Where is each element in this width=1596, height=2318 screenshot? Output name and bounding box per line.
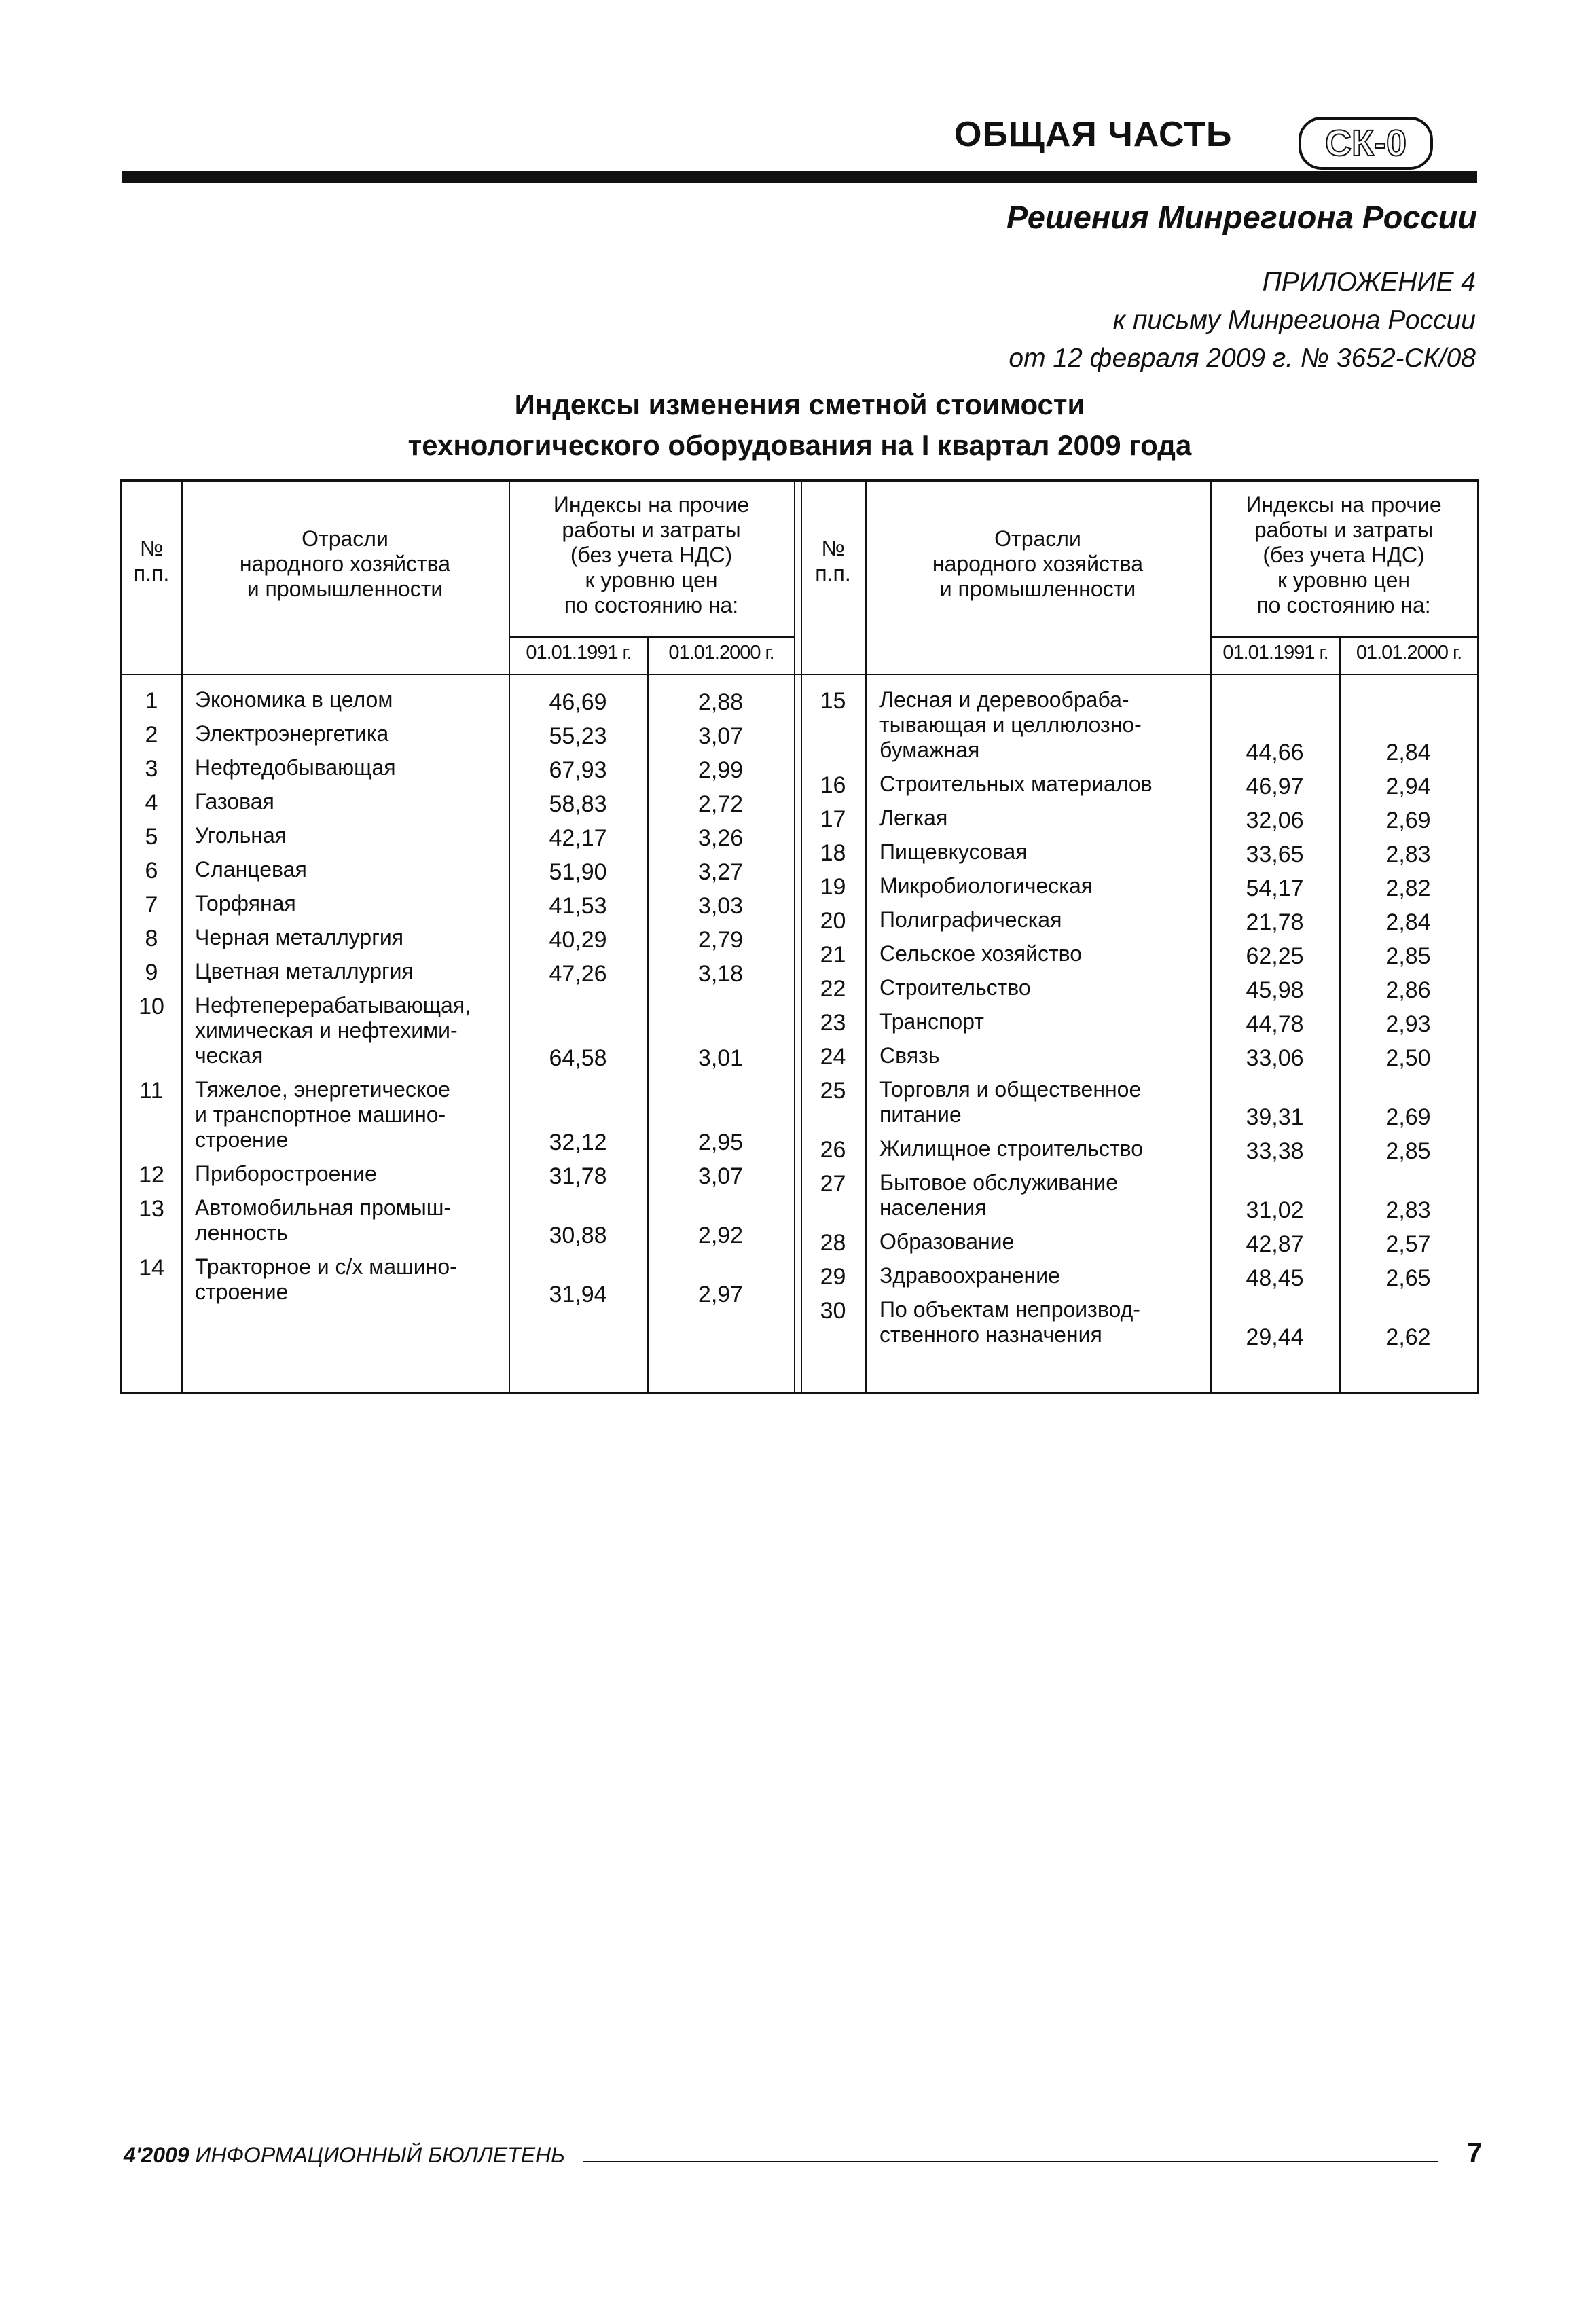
grid-line [122,674,1477,675]
title-line-2: технологического оборудования на I квартал 2009 года [407,429,1192,461]
header-date-2000: 01.01.2000 г. [668,642,774,664]
grid-line [181,482,183,1392]
row-number: 30 [820,1298,846,1324]
row-industry: Тяжелое, энергетическое [195,1077,450,1102]
row-index-2000: 2,85 [1385,943,1431,969]
row-number: 9 [145,960,158,985]
row-index-2000: 2,83 [1385,1197,1431,1223]
row-industry: Черная металлургия [195,925,404,949]
row-industry: питание [879,1102,962,1127]
row-index-2000: 2,83 [1385,841,1431,867]
row-industry: Приборостроение [195,1161,377,1186]
row-industry: строение [195,1127,289,1152]
row-index-2000: 2,62 [1385,1324,1431,1350]
row-index-1991: 31,02 [1246,1197,1304,1223]
row-index-2000: 2,65 [1385,1265,1431,1291]
row-number: 22 [820,976,846,1002]
header-date-1991: 01.01.1991 г. [1222,642,1328,664]
row-index-2000: 2,84 [1385,740,1431,765]
header-index: Индексы на прочие работы и затраты (без учета НДС) к уровню цен по состоянию на: [1246,492,1442,617]
row-number: 17 [820,806,846,832]
row-index-1991: 41,53 [549,893,607,919]
row-index-2000: 2,97 [697,1282,744,1307]
section-title: ОБЩАЯ ЧАСТЬ [954,115,1233,154]
row-number: 14 [139,1255,164,1281]
appendix-line-1: ПРИЛОЖЕНИЕ 4 [1262,268,1476,297]
row-index-2000: 2,82 [1385,875,1431,901]
row-number: 1 [145,688,158,714]
row-number: 25 [820,1078,846,1104]
row-industry: Связь [879,1043,940,1068]
row-index-1991: 32,12 [549,1129,607,1155]
row-index-2000: 3,27 [697,859,744,885]
row-index-2000: 3,07 [697,1163,744,1189]
row-industry: Цветная металлургия [195,959,414,983]
row-industry: бумажная [879,738,980,762]
row-industry: Угольная [195,823,287,848]
row-industry: Нефтеперерабатывающая, [195,993,471,1017]
footer-bulletin [124,2143,565,2168]
row-industry: Жилищное строительство [879,1136,1144,1161]
grid-line [509,636,794,638]
row-index-2000: 2,92 [697,1223,744,1248]
row-industry: По объектам непроизвод- [879,1297,1140,1322]
header-date-2000: 01.01.2000 г. [1356,642,1462,664]
row-number: 12 [139,1162,164,1188]
row-index-1991: 42,87 [1246,1231,1304,1257]
row-index-1991: 67,93 [549,757,607,783]
row-number: 6 [145,858,158,884]
row-index-2000: 2,88 [697,689,744,715]
row-index-2000: 2,72 [697,791,744,817]
row-number: 29 [820,1264,846,1290]
row-industry: химическая и нефтехими- [195,1018,458,1043]
row-index-1991: 33,65 [1246,841,1304,867]
row-industry: Пищевкусовая [879,839,1028,864]
row-number: 23 [820,1010,846,1036]
row-index-2000: 2,57 [1385,1231,1431,1257]
row-index-1991: 46,97 [1246,774,1304,799]
row-number: 15 [820,688,846,714]
row-index-1991: 62,25 [1246,943,1304,969]
row-number: 13 [139,1196,164,1222]
row-index-2000: 2,86 [1385,977,1431,1003]
footer-title: ИНФОРМАЦИОННЫЙ БЮЛЛЕТЕНЬ [195,2143,565,2167]
row-index-2000: 2,84 [1385,909,1431,935]
row-number: 7 [145,892,158,918]
header-industry: Отрасли народного хозяйства и промышленности [932,526,1144,601]
appendix-line-3: от 12 февраля 2009 г. № 3652-СК/08 [1009,344,1476,373]
page-number: 7 [1467,2138,1483,2168]
row-industry: Торфяная [195,891,296,916]
row-index-1991: 46,69 [549,689,607,715]
row-index-2000: 2,99 [697,757,744,783]
row-index-1991: 44,66 [1246,740,1304,765]
row-industry: Лесная и деревообраба- [879,687,1129,712]
row-industry: ческая [195,1043,264,1068]
row-number: 2 [145,722,158,748]
index-table [120,479,1479,1394]
row-industry: Микробиологическая [879,873,1093,898]
grid-line [865,482,867,1392]
row-number: 11 [139,1078,164,1104]
row-industry: Строительство [879,975,1031,1000]
row-industry: Сланцевая [195,857,307,882]
row-index-2000: 2,93 [1385,1011,1431,1037]
row-number: 27 [820,1171,846,1197]
row-index-2000: 2,69 [1385,1104,1431,1130]
row-number: 20 [820,908,846,934]
row-number: 3 [145,756,158,782]
row-index-1991: 44,78 [1246,1011,1304,1037]
row-industry: Автомобильная промыш- [195,1195,452,1220]
row-number: 5 [145,824,158,850]
row-index-1991: 58,83 [549,791,607,817]
grid-line [1210,636,1477,638]
row-industry: ленность [195,1220,288,1245]
row-industry: населения [879,1195,987,1220]
header-num: № п.п. [815,536,851,585]
row-industry: Нефтедобывающая [195,755,396,780]
row-index-2000: 2,69 [1385,808,1431,833]
row-index-1991: 39,31 [1246,1104,1304,1130]
row-industry: Торговля и общественное [879,1077,1142,1102]
row-industry: Тракторное и с/х машино- [195,1254,457,1279]
row-index-2000: 2,95 [697,1129,744,1155]
row-number: 16 [820,772,846,798]
header-industry: Отрасли народного хозяйства и промышленности [239,526,451,601]
row-index-1991: 30,88 [549,1223,607,1248]
header-date-1991: 01.01.1991 г. [526,642,632,664]
row-index-1991: 21,78 [1246,909,1304,935]
section-badge: СК-0 [1299,117,1433,170]
row-index-1991: 54,17 [1246,875,1304,901]
row-index-2000: 3,07 [697,723,744,749]
title-line-1: Индексы изменения сметной стоимости [514,388,1085,420]
row-industry: Строительных материалов [879,772,1153,796]
row-index-1991: 48,45 [1246,1265,1304,1291]
row-industry: Сельское хозяйство [879,941,1083,966]
row-industry: Полиграфическая [879,907,1062,932]
row-number: 24 [820,1044,846,1070]
row-number: 21 [820,942,846,968]
row-industry: Электроэнергетика [195,721,389,746]
row-index-1991: 51,90 [549,859,607,885]
row-industry: строение [195,1280,289,1304]
row-industry: и транспортное машино- [195,1102,446,1127]
row-industry: ственного назначения [879,1322,1102,1347]
row-index-2000: 2,94 [1385,774,1431,799]
row-industry: Транспорт [879,1009,984,1034]
row-number: 8 [145,926,158,952]
row-number: 18 [820,840,846,866]
row-number: 28 [820,1230,846,1256]
row-number: 26 [820,1137,846,1163]
row-industry: тывающая и целлюлозно- [879,712,1142,737]
appendix-line-2: к письму Минрегиона России [1112,306,1476,335]
header-index: Индексы на прочие работы и затраты (без учета НДС) к уровню цен по состоянию на: [553,492,750,617]
row-index-1991: 45,98 [1246,977,1304,1003]
row-index-2000: 3,18 [697,961,744,987]
row-industry: Экономика в целом [195,687,393,712]
document-title [122,384,1477,466]
row-industry: Образование [879,1229,1015,1254]
row-index-1991: 42,17 [549,825,607,851]
row-number: 19 [820,874,846,900]
row-industry: Газовая [195,789,274,814]
row-index-1991: 32,06 [1246,808,1304,833]
footer-issue: 4'2009 [124,2143,189,2167]
row-index-2000: 2,79 [697,927,744,953]
row-index-1991: 55,23 [549,723,607,749]
row-industry: Легкая [879,805,948,830]
row-index-1991: 33,06 [1246,1045,1304,1071]
row-index-1991: 64,58 [549,1045,607,1071]
row-index-2000: 2,50 [1385,1045,1431,1071]
footer-rule [583,2161,1438,2162]
row-index-1991: 31,78 [549,1163,607,1189]
row-index-2000: 3,03 [697,893,744,919]
header-subtitle: Решения Минрегиона России [1006,199,1477,235]
row-index-1991: 29,44 [1246,1324,1304,1350]
grid-line [794,482,795,1392]
row-number: 4 [145,790,158,816]
row-index-1991: 47,26 [549,961,607,987]
row-index-1991: 40,29 [549,927,607,953]
row-industry: Здравоохранение [879,1263,1060,1288]
header-num: № п.п. [133,536,170,585]
row-index-1991: 31,94 [549,1282,607,1307]
header-rule [122,171,1477,183]
row-index-2000: 3,26 [697,825,744,851]
appendix-block [1009,264,1476,378]
row-index-2000: 2,85 [1385,1138,1431,1164]
row-industry: Бытовое обслуживание [879,1170,1119,1195]
row-index-2000: 3,01 [697,1045,744,1071]
row-index-1991: 33,38 [1246,1138,1304,1164]
row-number: 10 [139,994,164,1019]
